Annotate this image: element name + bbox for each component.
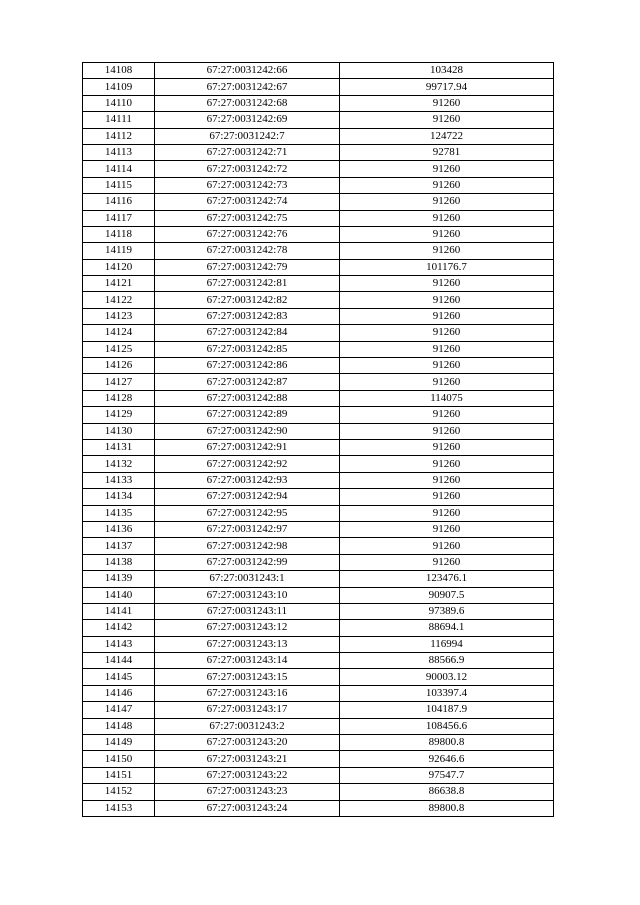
cadastral-number-cell: 67:27:0031242:88 [155, 390, 340, 406]
cadastral-value-cell: 90003.12 [340, 669, 554, 685]
cadastral-number-cell: 67:27:0031242:67 [155, 79, 340, 95]
cadastral-number-cell: 67:27:0031242:66 [155, 63, 340, 79]
cadastral-value-cell: 91260 [340, 341, 554, 357]
cadastral-value-cell: 91260 [340, 161, 554, 177]
table-row [83, 456, 554, 472]
cadastral-value-cell: 91260 [340, 538, 554, 554]
row-number-cell: 14114 [83, 161, 155, 177]
row-number-cell: 14128 [83, 390, 155, 406]
cadastral-value-cell: 97389.6 [340, 603, 554, 619]
cadastral-number-cell: 67:27:0031242:87 [155, 374, 340, 390]
row-number-cell: 14153 [83, 800, 155, 816]
table-row [83, 210, 554, 226]
table-body [83, 63, 554, 817]
cadastral-value-cell: 91260 [340, 505, 554, 521]
table-row [83, 226, 554, 242]
table-row [83, 735, 554, 751]
cadastral-value-cell: 91260 [340, 374, 554, 390]
cadastral-number-cell: 67:27:0031242:93 [155, 472, 340, 488]
cadastral-number-cell: 67:27:0031243:17 [155, 702, 340, 718]
table-row [83, 685, 554, 701]
cadastral-value-cell: 91260 [340, 439, 554, 455]
cadastral-number-cell: 67:27:0031243:2 [155, 718, 340, 734]
row-number-cell: 14151 [83, 767, 155, 783]
row-number-cell: 14117 [83, 210, 155, 226]
cadastral-value-cell: 90907.5 [340, 587, 554, 603]
table-row [83, 718, 554, 734]
table-row [83, 767, 554, 783]
cadastral-value-cell: 91260 [340, 456, 554, 472]
table-row [83, 407, 554, 423]
row-number-cell: 14144 [83, 653, 155, 669]
cadastral-value-cell: 92781 [340, 144, 554, 160]
row-number-cell: 14130 [83, 423, 155, 439]
table-row [83, 669, 554, 685]
cadastral-value-cell: 91260 [340, 554, 554, 570]
cadastral-value-cell: 91260 [340, 210, 554, 226]
cadastral-number-cell: 67:27:0031243:11 [155, 603, 340, 619]
cadastral-value-cell: 88566.9 [340, 653, 554, 669]
row-number-cell: 14131 [83, 439, 155, 455]
row-number-cell: 14146 [83, 685, 155, 701]
cadastral-number-cell: 67:27:0031242:7 [155, 128, 340, 144]
table-row [83, 161, 554, 177]
cadastral-value-cell: 91260 [340, 243, 554, 259]
row-number-cell: 14113 [83, 144, 155, 160]
cadastral-number-cell: 67:27:0031243:24 [155, 800, 340, 816]
cadastral-value-cell: 101176.7 [340, 259, 554, 275]
table-row [83, 112, 554, 128]
table-row [83, 374, 554, 390]
row-number-cell: 14120 [83, 259, 155, 275]
cadastral-number-cell: 67:27:0031242:94 [155, 489, 340, 505]
row-number-cell: 14140 [83, 587, 155, 603]
cadastral-value-cell: 104187.9 [340, 702, 554, 718]
cadastral-number-cell: 67:27:0031243:21 [155, 751, 340, 767]
cadastral-number-cell: 67:27:0031242:98 [155, 538, 340, 554]
row-number-cell: 14150 [83, 751, 155, 767]
row-number-cell: 14152 [83, 784, 155, 800]
cadastral-value-cell: 91260 [340, 112, 554, 128]
row-number-cell: 14143 [83, 636, 155, 652]
row-number-cell: 14136 [83, 521, 155, 537]
table-row [83, 702, 554, 718]
row-number-cell: 14111 [83, 112, 155, 128]
table-row [83, 390, 554, 406]
cadastral-value-cell: 89800.8 [340, 735, 554, 751]
cadastral-value-cell: 89800.8 [340, 800, 554, 816]
cadastral-value-cell: 103428 [340, 63, 554, 79]
cadastral-number-cell: 67:27:0031242:84 [155, 325, 340, 341]
cadastral-value-table [82, 62, 554, 817]
cadastral-number-cell: 67:27:0031242:89 [155, 407, 340, 423]
cadastral-value-cell: 91260 [340, 521, 554, 537]
cadastral-value-cell: 91260 [340, 407, 554, 423]
row-number-cell: 14134 [83, 489, 155, 505]
cadastral-value-cell: 86638.8 [340, 784, 554, 800]
cadastral-value-cell: 91260 [340, 308, 554, 324]
row-number-cell: 14123 [83, 308, 155, 324]
cadastral-number-cell: 67:27:0031242:73 [155, 177, 340, 193]
row-number-cell: 14139 [83, 571, 155, 587]
cadastral-value-cell: 91260 [340, 194, 554, 210]
cadastral-value-cell: 124722 [340, 128, 554, 144]
row-number-cell: 14119 [83, 243, 155, 259]
cadastral-number-cell: 67:27:0031242:83 [155, 308, 340, 324]
table-row [83, 489, 554, 505]
table-row [83, 292, 554, 308]
cadastral-number-cell: 67:27:0031242:95 [155, 505, 340, 521]
table-row [83, 439, 554, 455]
cadastral-number-cell: 67:27:0031242:75 [155, 210, 340, 226]
cadastral-number-cell: 67:27:0031242:99 [155, 554, 340, 570]
cadastral-number-cell: 67:27:0031242:90 [155, 423, 340, 439]
cadastral-number-cell: 67:27:0031243:16 [155, 685, 340, 701]
cadastral-value-cell: 108456.6 [340, 718, 554, 734]
table-row [83, 259, 554, 275]
cadastral-number-cell: 67:27:0031242:76 [155, 226, 340, 242]
cadastral-value-cell: 103397.4 [340, 685, 554, 701]
cadastral-value-cell: 91260 [340, 95, 554, 111]
cadastral-value-cell: 91260 [340, 489, 554, 505]
row-number-cell: 14125 [83, 341, 155, 357]
cadastral-number-cell: 67:27:0031242:72 [155, 161, 340, 177]
cadastral-number-cell: 67:27:0031242:92 [155, 456, 340, 472]
row-number-cell: 14135 [83, 505, 155, 521]
cadastral-number-cell: 67:27:0031243:1 [155, 571, 340, 587]
table-row [83, 636, 554, 652]
row-number-cell: 14118 [83, 226, 155, 242]
cadastral-value-cell: 116994 [340, 636, 554, 652]
row-number-cell: 14149 [83, 735, 155, 751]
cadastral-value-cell: 91260 [340, 358, 554, 374]
row-number-cell: 14132 [83, 456, 155, 472]
cadastral-number-cell: 67:27:0031243:23 [155, 784, 340, 800]
table-row [83, 538, 554, 554]
table-row [83, 472, 554, 488]
cadastral-value-cell: 88694.1 [340, 620, 554, 636]
cadastral-value-cell: 92646.6 [340, 751, 554, 767]
table-row [83, 603, 554, 619]
cadastral-number-cell: 67:27:0031242:81 [155, 276, 340, 292]
table-row [83, 505, 554, 521]
cadastral-value-cell: 91260 [340, 325, 554, 341]
table-row [83, 79, 554, 95]
cadastral-number-cell: 67:27:0031242:85 [155, 341, 340, 357]
cadastral-number-cell: 67:27:0031242:97 [155, 521, 340, 537]
cadastral-number-cell: 67:27:0031243:12 [155, 620, 340, 636]
table-row [83, 243, 554, 259]
cadastral-value-cell: 91260 [340, 292, 554, 308]
table-row [83, 194, 554, 210]
cadastral-number-cell: 67:27:0031242:69 [155, 112, 340, 128]
table-row [83, 325, 554, 341]
cadastral-number-cell: 67:27:0031242:82 [155, 292, 340, 308]
cadastral-number-cell: 67:27:0031243:14 [155, 653, 340, 669]
table-row [83, 784, 554, 800]
table-row [83, 587, 554, 603]
cadastral-value-cell: 91260 [340, 423, 554, 439]
cadastral-number-cell: 67:27:0031242:86 [155, 358, 340, 374]
cadastral-number-cell: 67:27:0031242:79 [155, 259, 340, 275]
cadastral-number-cell: 67:27:0031243:10 [155, 587, 340, 603]
row-number-cell: 14116 [83, 194, 155, 210]
row-number-cell: 14126 [83, 358, 155, 374]
row-number-cell: 14145 [83, 669, 155, 685]
row-number-cell: 14122 [83, 292, 155, 308]
cadastral-number-cell: 67:27:0031242:68 [155, 95, 340, 111]
table-row [83, 341, 554, 357]
row-number-cell: 14115 [83, 177, 155, 193]
row-number-cell: 14108 [83, 63, 155, 79]
row-number-cell: 14137 [83, 538, 155, 554]
table-row [83, 653, 554, 669]
cadastral-value-cell: 91260 [340, 472, 554, 488]
cadastral-number-cell: 67:27:0031243:15 [155, 669, 340, 685]
row-number-cell: 14138 [83, 554, 155, 570]
table-row [83, 358, 554, 374]
row-number-cell: 14110 [83, 95, 155, 111]
table-row [83, 571, 554, 587]
row-number-cell: 14109 [83, 79, 155, 95]
cadastral-number-cell: 67:27:0031242:74 [155, 194, 340, 210]
row-number-cell: 14124 [83, 325, 155, 341]
row-number-cell: 14147 [83, 702, 155, 718]
table-row [83, 521, 554, 537]
row-number-cell: 14127 [83, 374, 155, 390]
cadastral-number-cell: 67:27:0031243:22 [155, 767, 340, 783]
cadastral-number-cell: 67:27:0031243:13 [155, 636, 340, 652]
row-number-cell: 14148 [83, 718, 155, 734]
table-row [83, 620, 554, 636]
table-row [83, 800, 554, 816]
table-row [83, 144, 554, 160]
row-number-cell: 14112 [83, 128, 155, 144]
cadastral-value-cell: 91260 [340, 177, 554, 193]
table-row [83, 751, 554, 767]
table-row [83, 308, 554, 324]
row-number-cell: 14142 [83, 620, 155, 636]
row-number-cell: 14129 [83, 407, 155, 423]
row-number-cell: 14121 [83, 276, 155, 292]
table-row [83, 423, 554, 439]
table-row [83, 63, 554, 79]
table-row [83, 95, 554, 111]
cadastral-number-cell: 67:27:0031242:78 [155, 243, 340, 259]
row-number-cell: 14133 [83, 472, 155, 488]
cadastral-number-cell: 67:27:0031243:20 [155, 735, 340, 751]
row-number-cell: 14141 [83, 603, 155, 619]
cadastral-value-cell: 123476.1 [340, 571, 554, 587]
table-row [83, 554, 554, 570]
cadastral-number-cell: 67:27:0031242:71 [155, 144, 340, 160]
cadastral-value-cell: 114075 [340, 390, 554, 406]
table-row [83, 276, 554, 292]
table-row [83, 128, 554, 144]
cadastral-number-cell: 67:27:0031242:91 [155, 439, 340, 455]
table-row [83, 177, 554, 193]
cadastral-value-cell: 97547.7 [340, 767, 554, 783]
cadastral-value-cell: 91260 [340, 226, 554, 242]
cadastral-value-cell: 91260 [340, 276, 554, 292]
cadastral-value-cell: 99717.94 [340, 79, 554, 95]
